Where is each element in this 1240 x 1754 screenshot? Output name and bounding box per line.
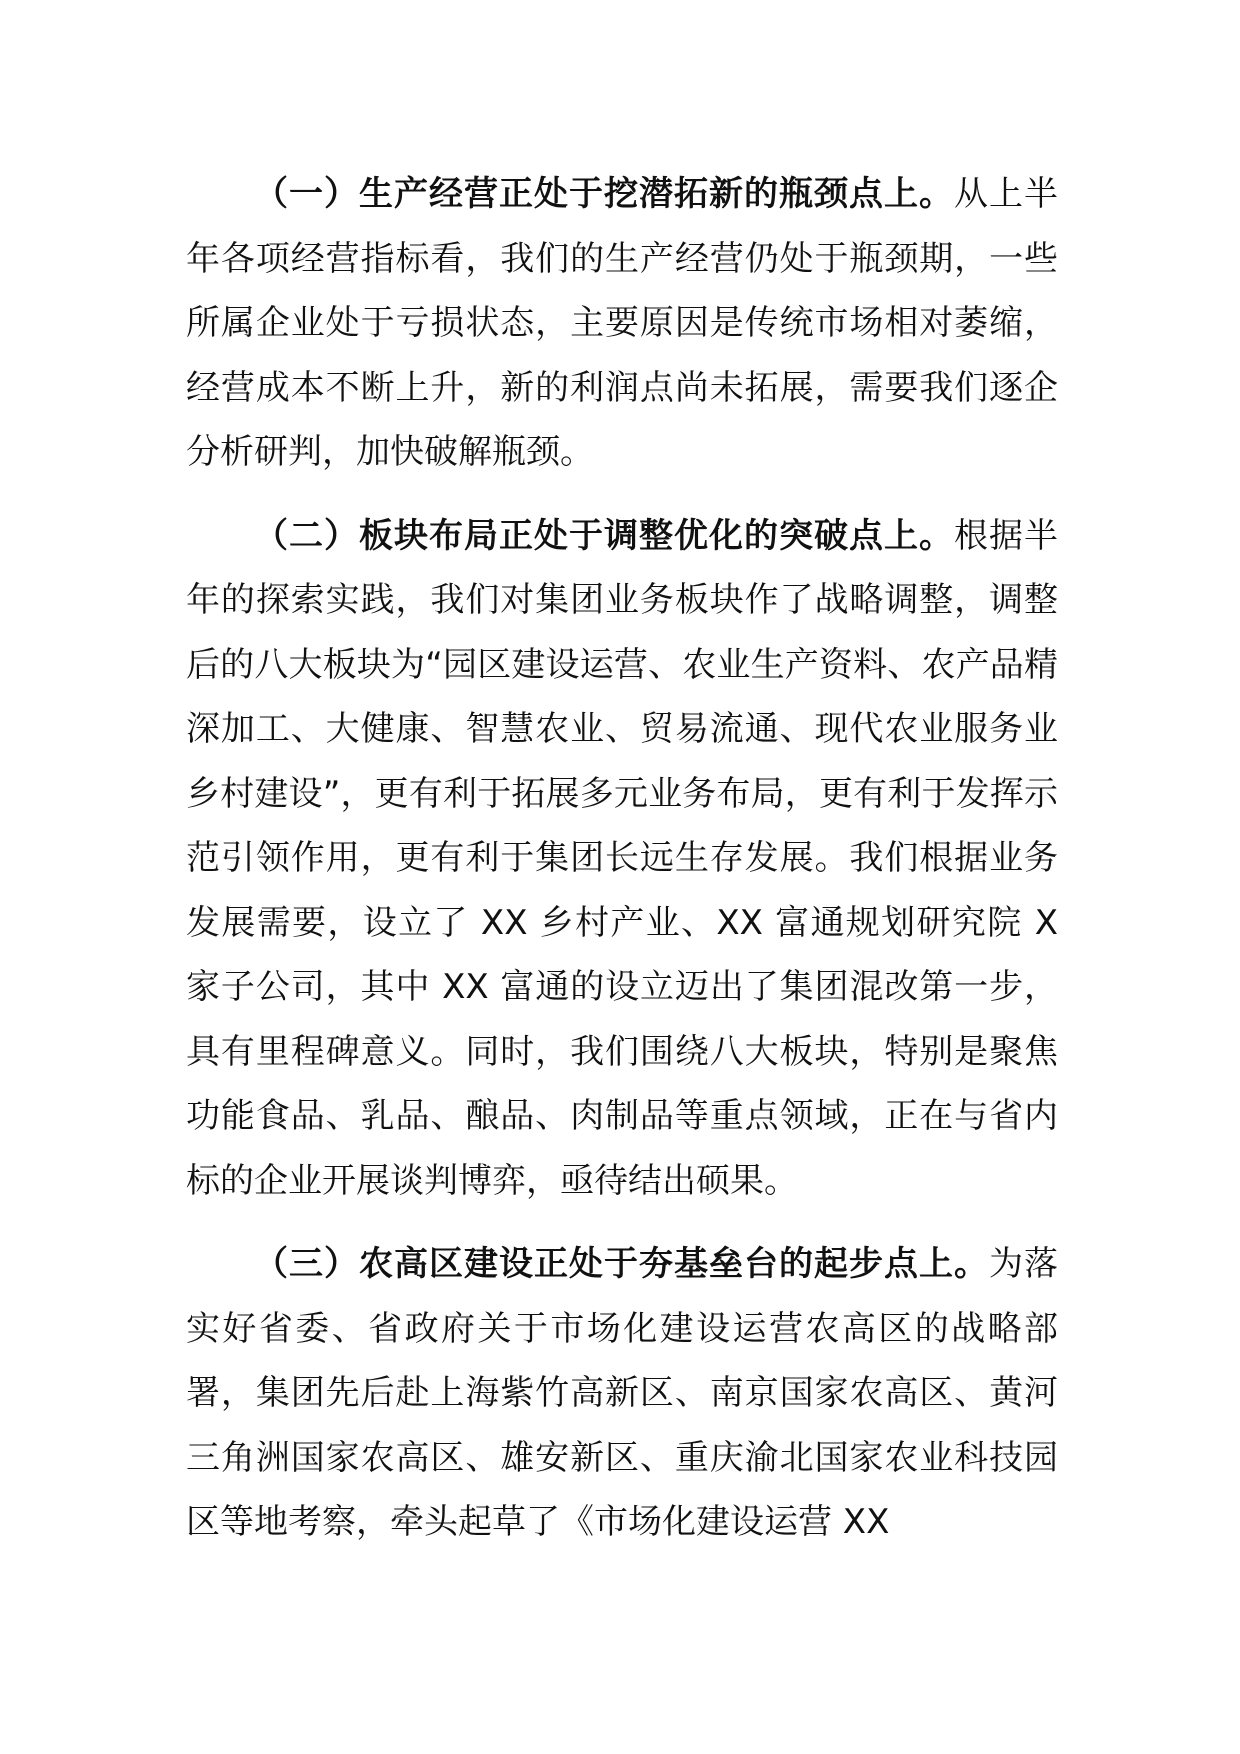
paragraph-1-body: 从上半年各项经营指标看，我们的生产经营仍处于瓶颈期，一些所属企业处于亏损状态，主要原因是传统市场相对萎缩，经营成本不断上升，新的利润点尚未拓展，需要我们逐企分析研判，加快破解瓶颈。: [186, 174, 1058, 472]
paragraph-2-body: 根据半年的探索实践，我们对集团业务板块作了战略调整，调整后的八大板块为“园区建设运营、农业生产资料、农产品精深加工、大健康、智慧农业、贸易流通、现代农业服务业乡村建设”，更有利于拓展多元业务布局，更有利于发挥示范引领作用，更有利于集团长远生存发展。我们根据业务发展需要，设立了 XX 乡村产业、XX 富通规划研究院 X 家子公司，其中 XX 富通的设立迈出了集团混改第一步，具有里程碑意义。同时，我们围绕八大板块，特别是聚焦功能食品、乳品、酿品、肉制品等重点领域，正在与省内标的企业开展谈判博弈，亟待结出硕果。: [186, 515, 1058, 1201]
paragraph-3-body: 为落实好省委、省政府关于市场化建设运营农高区的战略部署，集团先后赴上海紫竹高新区、南京国家农高区、黄河三角洲国家农高区、雄安新区、重庆渝北国家农业科技园区等地考察，牵头起草了《市场化建设运营 XX: [186, 1244, 1058, 1542]
paragraph-3: [186, 1232, 1058, 1555]
paragraph-1-heading: （一）生产经营正处于挖潜拓新的瓶颈点上。: [254, 174, 954, 214]
document-page: [186, 162, 1058, 1574]
paragraph-1: [186, 162, 1058, 485]
paragraph-2-heading: （二）板块布局正处于调整优化的突破点上。: [254, 515, 954, 556]
paragraph-3-heading: （三）农高区建设正处于夯基垒台的起步点上。: [254, 1244, 989, 1284]
paragraph-2: [186, 504, 1058, 1214]
